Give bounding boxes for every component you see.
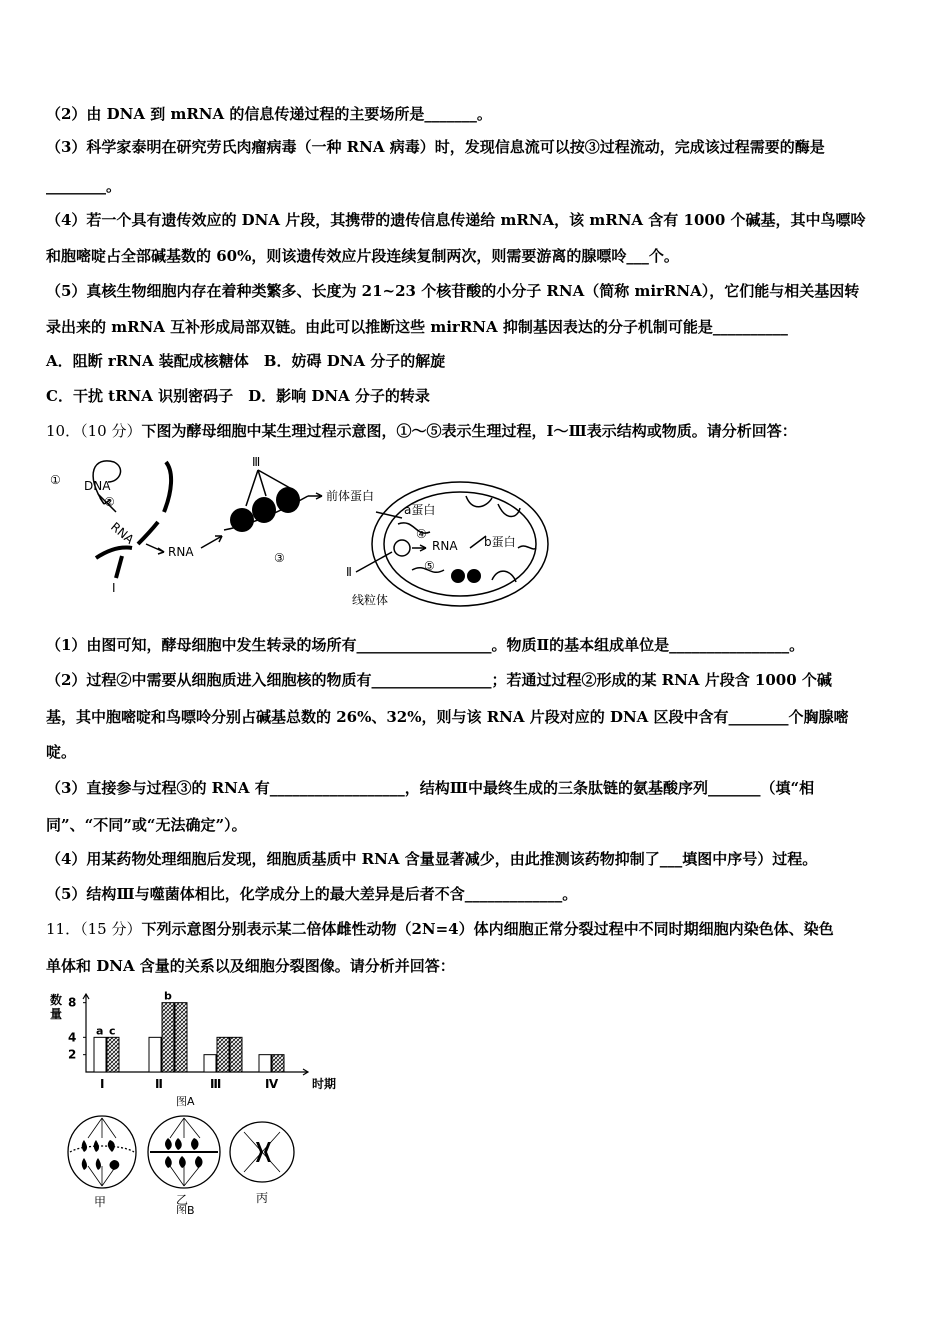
chromosome [175, 1138, 182, 1150]
y-axis-label: 量 [50, 1007, 63, 1021]
x-tick-label: Ⅲ [210, 1077, 222, 1091]
q10-part3-line2: 同”、“不同”或“无法确定”）。 [46, 816, 247, 834]
label-roman-2: Ⅱ [346, 565, 352, 579]
label-precursor-protein: 前体蛋白 [326, 489, 375, 503]
dna-strand-left [96, 547, 132, 558]
series-label-c: c [109, 1024, 116, 1038]
q10-stem: 下图为酵母细胞中某生理过程示意图，①～⑤表示生理过程，Ⅰ～Ⅲ表示结构或物质。请分析回答： [141, 422, 797, 440]
q9-options-ab: A．阻断 rRNA 装配成核糖体 B．妨碍 DNA 分子的解旋 [46, 352, 446, 370]
label-dna: DNA [84, 479, 111, 493]
q9-part2: （2）由 DNA 到 mRNA 的信息传递过程的主要场所是_______。 [46, 105, 492, 123]
label-rna-middle: RNA [168, 545, 194, 559]
q11-stem-line1: 下列示意图分别表示某二倍体雌性动物（2N=4）体内细胞正常分裂过程中不同时期细胞内染色体、染色 [141, 920, 834, 938]
series-label-b: b [164, 989, 172, 1003]
bar-a-1 [94, 1037, 106, 1072]
cell-label-bing: 丙 [256, 1191, 269, 1205]
q10-number: 10． [46, 422, 81, 440]
figure-a-caption: 图A [176, 1095, 195, 1108]
bar-c-3 [230, 1037, 242, 1072]
chromosome [179, 1156, 186, 1168]
ribosome [467, 569, 481, 583]
q10-part2-line2: 基，其中胞嘧啶和鸟嘌呤分别占碱基总数的 26%、32%，则与该 RNA 片段对应的 DNA 区段中含有________个胸腺嘧 [46, 708, 849, 726]
chromosome [82, 1158, 87, 1170]
chromosome [110, 1160, 120, 1170]
q10-header [46, 420, 910, 442]
dna-strand-top [164, 462, 171, 512]
q9-options-cd: C．干扰 tRNA 识别密码子 D．影响 DNA 分子的转录 [46, 387, 430, 405]
figure-a-bar-chart [46, 988, 356, 1108]
y-axis-label: 数 [50, 993, 63, 1007]
q10-score: （10 分） [80, 422, 142, 440]
y-tick-label: 8 [68, 995, 77, 1010]
bar-b-3 [217, 1037, 229, 1072]
label-mitochondrion: 线粒体 [352, 593, 389, 607]
q10-part5: （5）结构Ⅲ与噬菌体相比，化学成分上的最大差异是后者不含_____________。 [46, 885, 578, 903]
label-rna-mito: RNA [432, 539, 458, 553]
cell-label-jia: 甲 [94, 1195, 107, 1209]
ribosome [252, 497, 276, 523]
x-tick-label: Ⅱ [155, 1077, 163, 1091]
chromosome [108, 1140, 115, 1152]
q9-part3-line2: ________。 [46, 177, 122, 195]
label-process-1: ① [50, 473, 61, 487]
q11-number: 11． [46, 920, 81, 938]
q9-part3-line1: （3）科学家泰明在研究劳氏肉瘤病毒（一种 RNA 病毒）时，发现信息流可以按③过程流动，完成该过程需要的酶是 [46, 138, 825, 156]
label-process-4: ④ [416, 527, 427, 541]
chromosome [96, 1158, 101, 1170]
chromosome [165, 1138, 172, 1150]
q10-part3-line1: （3）直接参与过程③的 RNA 有__________________，结构Ⅲ中最终生成的三条肽链的氨基酸序列_______（填“相 [46, 779, 815, 797]
label-roman-1: Ⅰ [112, 581, 116, 595]
chromosome [94, 1140, 99, 1152]
q10-part2-line3: 啶。 [46, 743, 77, 761]
bar-b-2 [162, 1003, 174, 1072]
yeast-process-diagram [46, 452, 556, 620]
dna-strand-mid [138, 522, 158, 544]
ribosome [451, 569, 465, 583]
chromosome [264, 1142, 271, 1162]
bar-c-1 [107, 1037, 119, 1072]
q9-part4-line1: （4）若一个具有遗传效应的 DNA 片段，其携带的遗传信息传递给 mRNA，该 mRNA 含有 1000 个碱基，其中鸟嘌呤 [46, 211, 866, 229]
y-tick-label: 2 [68, 1047, 77, 1062]
figure-b-caption: 图B [176, 1204, 195, 1214]
chromosome [82, 1140, 87, 1152]
series-label-a: a [96, 1024, 104, 1038]
bar-c-2 [175, 1003, 187, 1072]
label-process-2: ② [104, 495, 115, 509]
chromosome [256, 1142, 263, 1162]
bar-c-4 [272, 1055, 284, 1072]
x-tick-label: Ⅰ [100, 1077, 105, 1091]
q11-header [46, 918, 910, 940]
x-axis-label: 时期 [312, 1077, 337, 1091]
figure-b-cell-images [62, 1104, 312, 1214]
mitochondrion-outer [372, 482, 548, 606]
q10-part1: （1）由图可知，酵母细胞中发生转录的场所有__________________。物质Ⅱ的基本组成单位是________________。 [46, 636, 805, 654]
label-process-3: ③ [274, 551, 285, 565]
label-process-5: ⑤ [424, 559, 435, 573]
q11-score: （15 分） [80, 920, 142, 938]
mito-dna-circle [394, 540, 410, 556]
bar-a-3 [204, 1055, 216, 1072]
bar-a-2 [149, 1037, 161, 1072]
chromosome [165, 1156, 172, 1168]
q9-part5-line2: 录出来的 mRNA 互补形成局部双链。由此可以推断这些 mirRNA 抑制基因表达的分子机制可能是__________ [46, 318, 788, 336]
label-roman-3: Ⅲ [252, 455, 261, 469]
chromosome [191, 1138, 199, 1150]
y-tick-label: 4 [68, 1030, 77, 1045]
chromosome [195, 1156, 203, 1168]
x-tick-label: Ⅳ [265, 1077, 279, 1091]
bar-a-4 [259, 1055, 271, 1072]
label-a-protein: a蛋白 [404, 503, 436, 517]
cell-label-yi: 乙 [176, 1193, 189, 1207]
q10-part2-line1: （2）过程②中需要从细胞质进入细胞核的物质有________________；若通过过程②形成的某 RNA 片段含 1000 个碱 [46, 671, 832, 689]
q11-stem-line2: 单体和 DNA 含量的关系以及细胞分裂图像。请分析并回答： [46, 957, 455, 975]
q9-part5-line1: （5）真核生物细胞内存在着种类繁多、长度为 21~23 个核苷酸的小分子 RNA（简称 mirRNA），它们能与相关基因转 [46, 282, 860, 300]
label-rna-diagonal: RNA [108, 519, 137, 547]
q9-part4-line2: 和胞嘧啶占全部碱基数的 60%，则该遗传效应片段连续复制两次，则需要游离的腺嘌呤___个。 [46, 247, 679, 265]
label-b-protein: b蛋白 [484, 535, 516, 549]
ribosome [276, 487, 300, 513]
q10-part4: （4）用某药物处理细胞后发现，细胞质基质中 RNA 含量显著减少，由此推测该药物抑制了___填图中序号）过程。 [46, 850, 818, 868]
dna-strand-bottom [116, 556, 122, 578]
ribosome [230, 508, 254, 532]
